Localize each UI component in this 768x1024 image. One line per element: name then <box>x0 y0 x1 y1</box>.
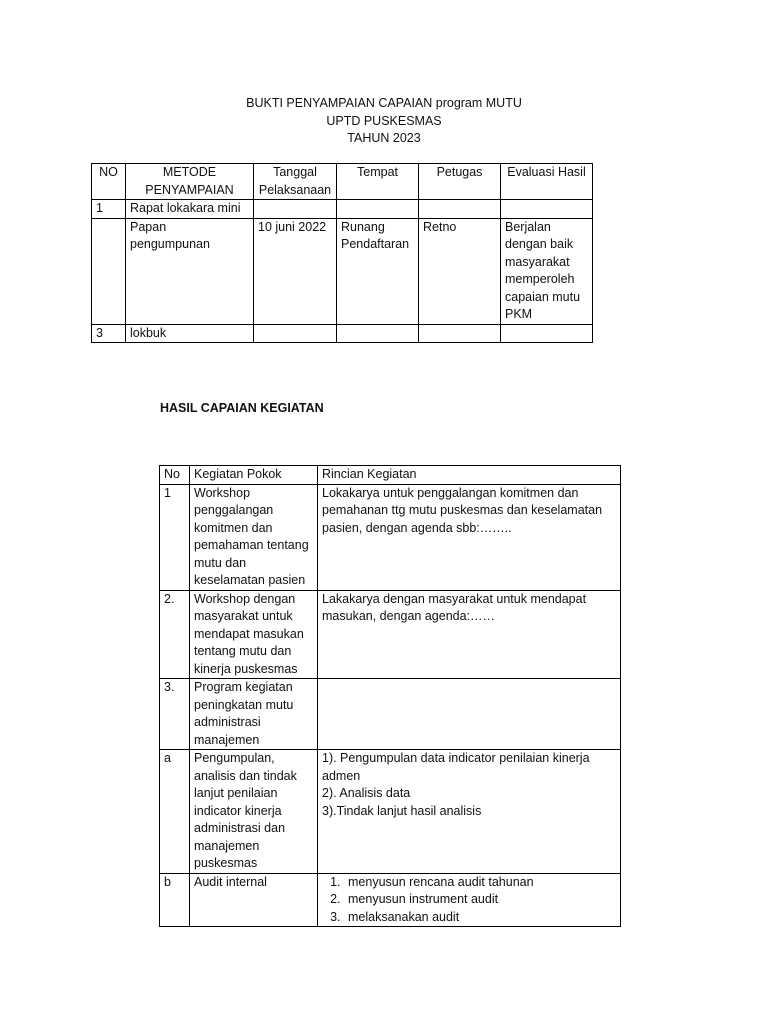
cell-no: 2. <box>160 590 190 679</box>
cell-no: 3. <box>160 679 190 750</box>
table-row <box>160 679 621 750</box>
list-item: 3. melaksanakan audit <box>344 909 616 927</box>
cell-no: 1 <box>92 200 126 219</box>
section-title: HASIL CAPAIAN KEGIATAN <box>160 401 324 415</box>
table-row <box>92 200 593 219</box>
cell-metode: lokbuk <box>126 324 254 343</box>
rincian-line: 3).Tindak lanjut hasil analisis <box>322 803 482 818</box>
header-title: BUKTI PENYAMPAIAN CAPAIAN program MUTU <box>246 96 522 110</box>
cell-petugas <box>419 324 501 343</box>
cell-tempat <box>337 324 419 343</box>
rincian-line: 1). Pengumpulan data indicator penilaian kinerja admen <box>322 751 590 783</box>
col-header-tempat: Tempat <box>337 164 419 200</box>
table-row <box>160 590 621 679</box>
list-item: 1. menyusun rencana audit tahunan <box>344 874 616 892</box>
rincian-line: 2). Analisis data <box>322 786 411 800</box>
document-header <box>0 95 768 148</box>
table-row <box>160 484 621 590</box>
cell-evaluasi <box>501 200 593 219</box>
cell-no: a <box>160 750 190 874</box>
cell-metode: Rapat lokakara mini <box>126 200 254 219</box>
cell-rincian <box>318 750 621 874</box>
col-header-tanggal: Tanggal Pelaksanaan <box>254 164 337 200</box>
cell-metode: Papan pengumpunan <box>126 218 254 324</box>
cell-petugas: Retno <box>419 218 501 324</box>
cell-tempat <box>337 200 419 219</box>
col-header-no: No <box>160 466 190 485</box>
cell-rincian <box>318 679 621 750</box>
table-header-row <box>160 466 621 485</box>
cell-petugas <box>419 200 501 219</box>
col-header-rincian: Rincian Kegiatan <box>318 466 621 485</box>
cell-tanggal <box>254 324 337 343</box>
header-institution: UPTD PUSKESMAS <box>326 113 442 128</box>
table-row <box>92 218 593 324</box>
table-header-row <box>92 164 593 200</box>
cell-kegiatan: Audit internal <box>190 873 318 927</box>
cell-kegiatan: Program kegiatan peningkatan mutu administrasi manajemen <box>190 679 318 750</box>
col-header-no: NO <box>92 164 126 200</box>
cell-tanggal <box>254 200 337 219</box>
audit-steps-list <box>322 874 616 927</box>
cell-rincian: Lokakarya untuk penggalangan komitmen dan pemahanan ttg mutu puskesmas dan keselamatan pasien, dengan agenda sbb:…….. <box>318 484 621 590</box>
cell-rincian: Lakakarya dengan masyarakat untuk mendapat masukan, dengan agenda:…… <box>318 590 621 679</box>
cell-no: 1 <box>160 484 190 590</box>
col-header-evaluasi: Evaluasi Hasil <box>501 164 593 200</box>
table-row <box>160 750 621 874</box>
header-year: TAHUN 2023 <box>347 131 421 145</box>
table-row <box>160 873 621 927</box>
list-item: 2. menyusun instrument audit <box>344 891 616 909</box>
cell-rincian <box>318 873 621 927</box>
col-header-kegiatan: Kegiatan Pokok <box>190 466 318 485</box>
cell-kegiatan: Workshop penggalangan komitmen dan pemahaman tentang mutu dan keselamatan pasien <box>190 484 318 590</box>
cell-kegiatan: Workshop dengan masyarakat untuk mendapat masukan tentang mutu dan kinerja puskesmas <box>190 590 318 679</box>
cell-no <box>92 218 126 324</box>
cell-no: b <box>160 873 190 927</box>
col-header-metode: METODE PENYAMPAIAN <box>126 164 254 200</box>
cell-tanggal: 10 juni 2022 <box>254 218 337 324</box>
cell-evaluasi <box>501 324 593 343</box>
cell-no: 3 <box>92 324 126 343</box>
delivery-method-table <box>91 163 593 343</box>
activity-results-table <box>159 465 621 927</box>
cell-kegiatan: Pengumpulan, analisis dan tindak lanjut penilaian indicator kinerja administrasi dan manajemen puskesmas <box>190 750 318 874</box>
cell-evaluasi: Berjalan dengan baik masyarakat memperoleh capaian mutu PKM <box>501 218 593 324</box>
cell-tempat: Runang Pendaftaran <box>337 218 419 324</box>
table-row <box>92 324 593 343</box>
col-header-petugas: Petugas <box>419 164 501 200</box>
